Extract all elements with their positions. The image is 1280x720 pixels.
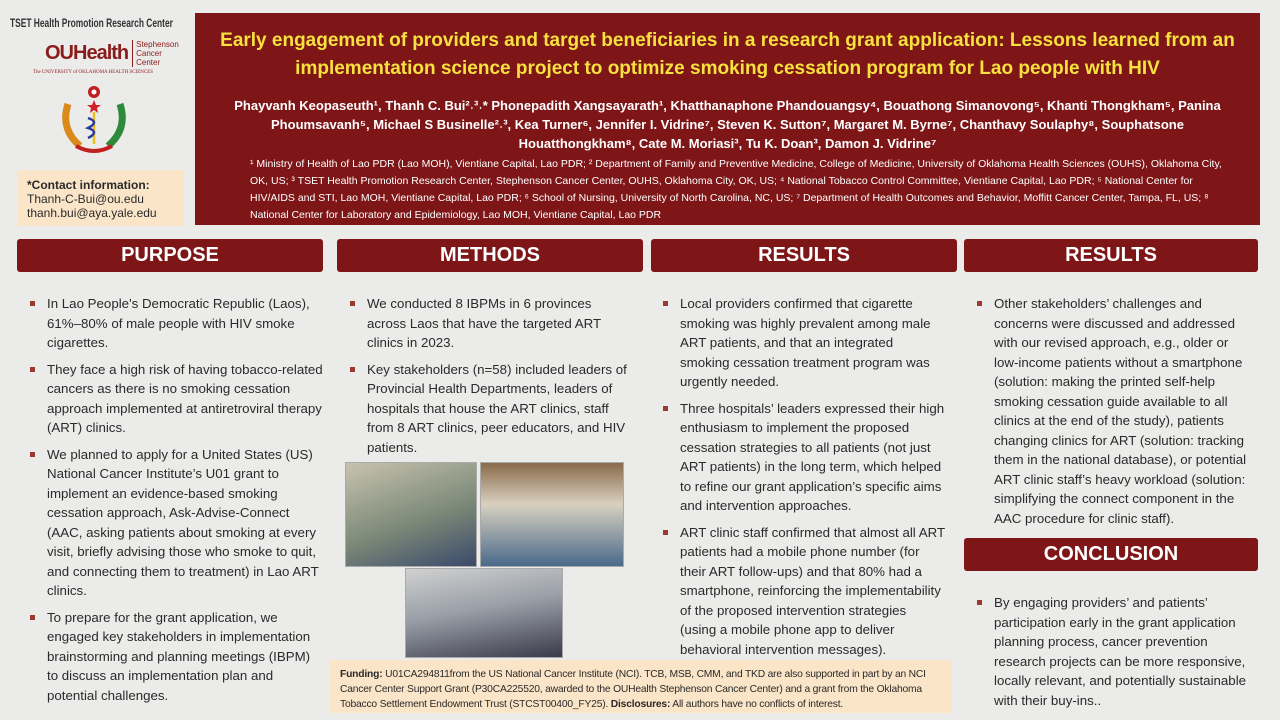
meeting-photo — [405, 568, 563, 658]
funding-text: U01CA294811from the US National Cancer Institute (NCI). TCB, MSB, CMM, and TKD are also supported in part by an NCI Cancer Center Support Grant (P30CA225520, awarded to the OUHealth Stephenson Cancer Center) and a grant from the Oklahoma Tobacco Settlement Endowment Trust (STCST00400_FY25). — [340, 669, 926, 710]
ou-center-name: Stephenson Cancer Center — [132, 40, 179, 67]
disclosures-text: All authors have no conflicts of interest. — [670, 699, 844, 710]
funding-box — [330, 660, 952, 713]
contact-box — [17, 170, 184, 226]
list-item: To prepare for the grant application, we engaged key stakeholders in implementation brainstorming and planning meetings (IBPM) to discuss an implementation plan and potential challenges. — [28, 608, 324, 706]
list-item: Key stakeholders (n=58) included leaders of Provincial Health Departments, leaders of hospitals that house the ART clinics, staff from 8 ART clinics, peer educators, and HIV patients. — [348, 360, 630, 458]
list-item: Local providers confirmed that cigarette smoking was highly prevalent among male ART patients, and that an integrated smoking cessation treatment program was urgently needed. — [661, 294, 946, 392]
poster-header — [195, 13, 1260, 225]
purpose-list — [28, 294, 324, 712]
list-item: By engaging providers’ and patients’ participation early in the grant application planning process, cancer prevention research projects can be more responsive, locally relevant, and potentially sustainable with their buy-ins.. — [975, 593, 1250, 710]
meeting-photo — [345, 462, 477, 567]
purpose-heading: PURPOSE — [17, 239, 323, 272]
list-item: We planned to apply for a United States (US) National Cancer Institute’s U01 grant to implement an evidence-based smoking cessation approach, Ask-Advise-Connect (AAC, asking patients about smoking at every visit, briefly advising those who smoke to quit, and connecting them to treatment) in Lao ART clinics. — [28, 445, 324, 601]
methods-list — [348, 294, 630, 464]
affiliations: ¹ Ministry of Health of Lao PDR (Lao MOH), Vientiane Capital, Lao PDR; ² Department of Family and Preventive Medicine, College of Medicine, University of Oklahoma Health Sciences (OUHS), Oklahoma City, OK, US; ³ TSET Health Promotion Research Center, Stephenson Cancer Center, OUHS, Oklahoma City, OK, US; ⁴ National Tobacco Control Committee, Vientiane Capital, Lao PDR; ⁵ National Center for HIV/AIDS and STI, Lao MOH, Vientiane Capital, Lao PDR; ⁶ School of Nursing, University of North Carolina, NC, US; ⁷ Department of Health Outcomes and Behavior, Moffitt Cancer Center, Tampa, FL, US; ⁸ National Center for Laboratory and Epidemiology, Lao MOH, Vientiane Capital, Lao PDR — [250, 158, 1222, 221]
ou-health-logo — [45, 38, 179, 68]
ou-university-line: The UNIVERSITY of OKLAHOMA HEALTH SCIENCES — [33, 70, 154, 75]
results-heading-2: RESULTS — [964, 239, 1258, 272]
methods-heading: METHODS — [337, 239, 643, 272]
list-item: In Lao People's Democratic Republic (Laos), 61%–80% of male people with HIV smoke cigarettes. — [28, 294, 324, 353]
contact-email[interactable]: thanh.bui@aya.yale.edu — [27, 206, 157, 220]
lao-moh-seal-icon — [58, 84, 130, 156]
conclusion-list — [975, 593, 1250, 717]
contact-email[interactable]: Thanh-C-Bui@ou.edu — [27, 192, 144, 206]
results-list-2 — [975, 294, 1250, 535]
results-list — [661, 294, 946, 666]
org-name: TSET Health Promotion Research Center — [10, 16, 173, 30]
funding-label: Funding: — [340, 669, 383, 680]
list-item: Other stakeholders’ challenges and concerns were discussed and addressed with our revised approach, e.g., older or low-income patients without a smartphone (solution: making the printed self-help smoking cessation guide available to all clinics at the end of the study), patients changing clinics for ART (solution: tracking them in the national database), or potential ART clinic staff’s heavy workload (solution: simplifying the connect component in the AAC procedure for clinic staff). — [975, 294, 1250, 528]
conclusion-heading: CONCLUSION — [964, 538, 1258, 571]
list-item: We conducted 8 IBPMs in 6 provinces across Laos that have the targeted ART clinics in 2023. — [348, 294, 630, 353]
ou-health-wordmark: OUHealth — [45, 41, 129, 64]
results-heading: RESULTS — [651, 239, 957, 272]
poster-title: Early engagement of providers and target beneficiaries in a research grant application: Lessons learned from an implementation science project to optimize smoking cessation program for Lao people with HIV — [220, 30, 1235, 79]
contact-label: *Contact information: — [27, 178, 150, 192]
disclosures-label: Disclosures: — [610, 699, 671, 710]
list-item: ART clinic staff confirmed that almost all ART patients had a mobile phone number (for their ART follow-ups) and that 80% had a smartphone, reinforcing the implementability of the proposed intervention strategies (using a mobile phone app to deliver behavioral intervention messages). — [661, 523, 946, 660]
list-item: They face a high risk of having tobacco-related cancers as there is no smoking cessation approach implemented at antiretroviral therapy (ART) clinics. — [28, 360, 324, 438]
list-item: Three hospitals’ leaders expressed their high enthusiasm to implement the proposed cessation strategies to all patients (not just ART patients) in the long term, which helped to refine our grant application’s specific aims and intervention approaches. — [661, 399, 946, 516]
meeting-photo — [480, 462, 624, 567]
author-list: Phayvanh Keopaseuth¹, Thanh C. Bui²˒³˒* Phonepadith Xangsayarath¹, Khatthanaphone Phandouangsy⁴, Bouathong Simanovong⁵, Khanti Thongkham⁵, Panina Phoumsavanh⁵, Michael S Businelle²˒³, Kea Turner⁶, Jennifer I. Vidrine⁷, Steven K. Sutton⁷, Margaret M. Byrne⁷, Chanthavy Soulaphy⁸, Souphatsone Houatthongkham⁸, Cate M. Moriasi³, Tu K. Doan³, Damon J. Vidrine⁷ — [234, 98, 1221, 151]
